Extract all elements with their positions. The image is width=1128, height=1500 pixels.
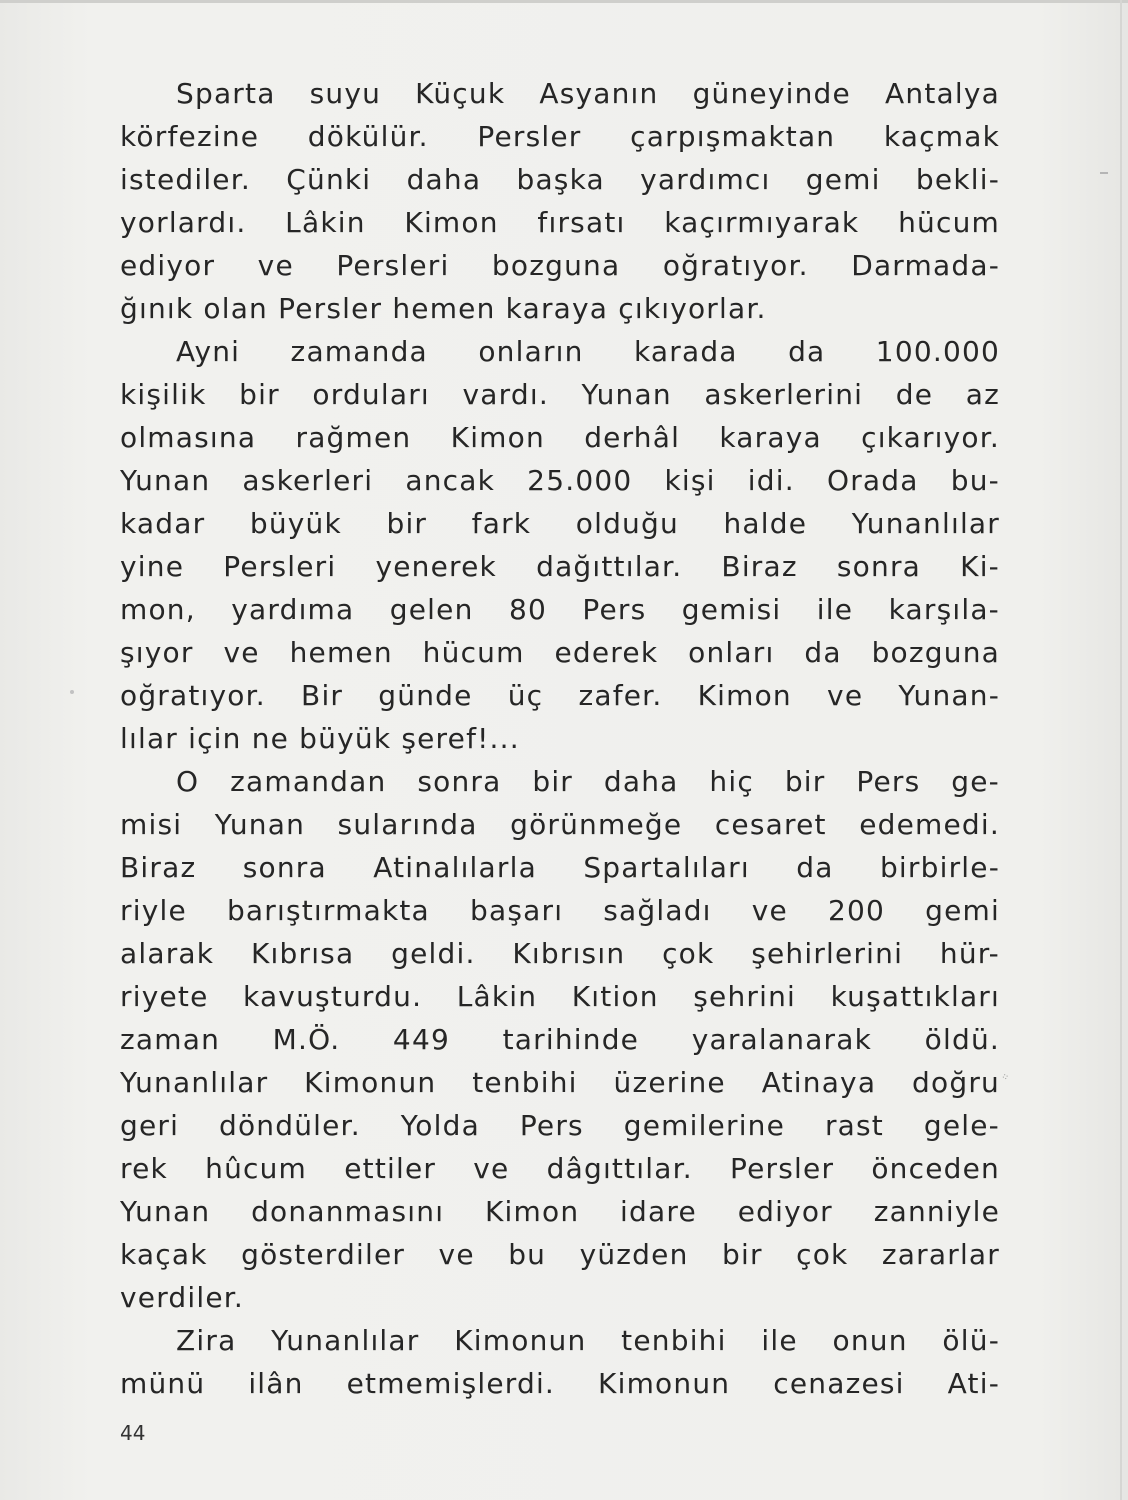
text-line: Yunan donanmasını Kimon idare ediyor zanniyle — [120, 1195, 1000, 1228]
text-line: şıyor ve hemen hücum ederek onları da bozguna — [120, 636, 1000, 669]
text-line: kişilik bir orduları vardı. Yunan askerlerini de az — [120, 378, 1000, 411]
text-line: kaçak gösterdiler ve bu yüzden bir çok zararlar — [120, 1238, 1000, 1271]
text-line: Zira Yunanlılar Kimonun tenbihi ile onun ölü- — [176, 1324, 1000, 1357]
text-line: kadar büyük bir fark olduğu halde Yunanlılar — [120, 507, 1000, 540]
text-line: lılar için ne büyük şeref!... — [120, 722, 520, 755]
margin-mark — [1100, 172, 1108, 174]
text-line: verdiler. — [120, 1281, 245, 1314]
text-line: münü ilân etmemişlerdi. Kimonun cenazesi Ati- — [120, 1367, 1000, 1400]
text-line: rek hûcum ettiler ve dâgıttılar. Persler önceden — [120, 1152, 1000, 1185]
text-line: geri döndüler. Yolda Pers gemilerine rast gele- — [120, 1109, 1000, 1142]
text-line: alarak Kıbrısa geldi. Kıbrısın çok şehirlerini hür- — [120, 937, 1000, 970]
text-line: Biraz sonra Atinalılarla Spartalıları da birbirle- — [120, 851, 1000, 884]
text-line: oğratıyor. Bir günde üç zafer. Kimon ve Yunan- — [120, 679, 1000, 712]
page-right-edge — [1120, 0, 1122, 1500]
text-line: ediyor ve Persleri bozguna oğratıyor. Darmada- — [120, 249, 1000, 282]
text-line: istediler. Çünki daha başka yardımcı gemi bekli- — [120, 163, 1000, 196]
text-line: yorlardı. Lâkin Kimon fırsatı kaçırmıyarak hücum — [120, 206, 1000, 239]
page-number: 44 — [120, 1421, 146, 1445]
text-line: Sparta suyu Küçuk Asyanın güneyinde Antalya — [176, 77, 1000, 110]
text-line: olmasına rağmen Kimon derhâl karaya çıkarıyor. — [120, 421, 1000, 454]
text-line: zaman M.Ö. 449 tarihinde yaralanarak öldü. — [120, 1023, 1000, 1056]
text-line: riyete kavuşturdu. Lâkin Kıtion şehrini kuşattıkları — [120, 980, 1000, 1013]
text-line: Yunanlılar Kimonun tenbihi üzerine Atinaya doğru — [120, 1066, 1000, 1099]
page-top-edge — [0, 0, 1128, 3]
text-line: mon, yardıma gelen 80 Pers gemisi ile karşıla- — [120, 593, 1000, 626]
text-line: yine Persleri yenerek dağıttılar. Biraz sonra Ki- — [120, 550, 1000, 583]
ink-speck-decoration: ⁘ — [1000, 1071, 1012, 1085]
text-line: körfezine dökülür. Persler çarpışmaktan kaçmak — [120, 120, 1000, 153]
margin-speck — [70, 690, 74, 694]
text-line: O zamandan sonra bir daha hiç bir Pers ge- — [176, 765, 1000, 798]
text-line: Yunan askerleri ancak 25.000 kişi idi. Orada bu- — [120, 464, 1000, 497]
text-line: misi Yunan sularında görünmeğe cesaret edemedi. — [120, 808, 1000, 841]
text-line: riyle barıştırmakta başarı sağladı ve 200 gemi — [120, 894, 1000, 927]
body-text — [120, 72, 1000, 1405]
text-line: Ayni zamanda onların karada da 100.000 — [176, 335, 1000, 368]
text-line: ğınık olan Persler hemen karaya çıkıyorlar. — [120, 292, 767, 325]
